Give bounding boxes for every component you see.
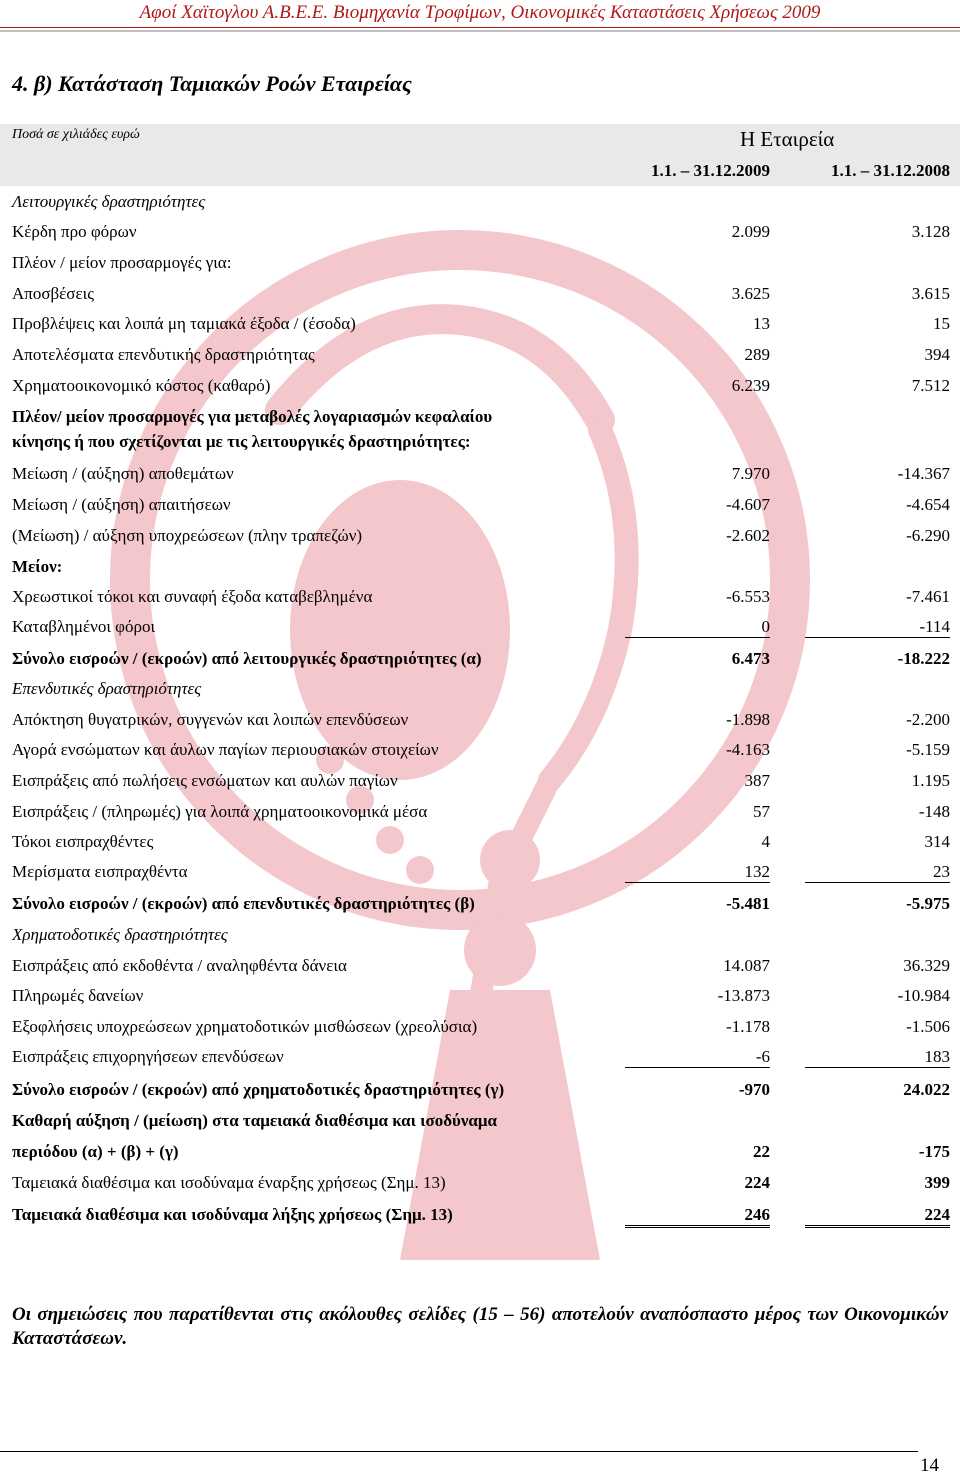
row-label: Πλέον / μείον προσαρμογές για: [12,253,232,272]
value-2008: -148 [918,802,950,821]
value-2009: 0 [625,617,770,638]
row-label: Λειτουργικές δραστηριότητες [12,192,206,211]
value-2008: 394 [924,345,950,364]
value-2009: 22 [753,1142,770,1161]
value-2008: 36.329 [903,956,950,975]
value-2009: 132 [625,862,770,883]
row-label: Μείωση / (αύξηση) αποθεμάτων [12,464,234,483]
value-2008: 3.128 [911,222,950,241]
value-2009: 2.099 [731,222,770,241]
row-label: Αποσβέσεις [12,284,94,303]
value-2008: 1.195 [911,771,950,790]
value-2009: 13 [753,314,770,333]
row-label: Σύνολο εισροών / (εκροών) από χρηματοδοτικές δραστηριότητες (γ) [12,1080,505,1099]
row-label: Σύνολο εισροών / (εκροών) από λειτουργικές δραστηριότητες (α) [12,649,482,668]
value-2008: -4.654 [906,495,950,514]
row-label: Απόκτηση θυγατρικών, συγγενών και λοιπών επενδύσεων [12,710,409,729]
value-2008: -5.159 [906,740,950,759]
company-column-header: Η Εταιρεία [740,127,835,151]
value-2009: -5.481 [726,894,770,913]
value-2008: 7.512 [911,376,950,395]
row-label: Κέρδη προ φόρων [12,222,137,241]
row-label: Χρεωστικοί τόκοι και συναφή έξοδα καταβεβλημένα [12,587,373,606]
value-2008: -6.290 [906,526,950,545]
value-2008: -175 [918,1142,950,1161]
value-2009: -6.553 [726,587,770,606]
row-label: Ταμειακά διαθέσιμα και ισοδύναμα λήξης χρήσεως (Σημ. 13) [12,1205,453,1224]
footnote: Οι σημειώσεις που παρατίθενται στις ακόλουθες σελίδες (15 – 56) αποτελούν αναπόσπαστο μέρος των Οικονομικών Καταστάσεων. [12,1304,948,1349]
row-label: Αγορά ενσώματων και άυλων παγίων περιουσιακών στοιχείων [12,740,439,759]
value-2008: -5.975 [906,894,950,913]
value-2009: -4.163 [726,740,770,759]
row-label: Επενδυτικές δραστηριότητες [12,679,202,698]
row-label: Εισπράξεις επιχορηγήσεων επενδύσεων [12,1047,284,1066]
value-2009: 4 [761,832,770,851]
value-2009: 224 [744,1173,770,1192]
row-label: Εισπράξεις / (πληρωμές) για λοιπά χρηματοοικονομικά μέσα [12,802,428,821]
row-label: Πλέον/ μείον προσαρμογές για μεταβολές λογαριασμών κεφαλαίου [12,407,493,426]
row-label: Αποτελέσματα επενδυτικής δραστηριότητας [12,345,315,364]
value-2009: -970 [738,1080,770,1099]
value-2008: -14.367 [897,464,950,483]
row-label: Εξοφλήσεις υποχρεώσεων χρηματοδοτικών μισθώσεων (χρεολύσια) [12,1017,478,1036]
value-2008: 183 [805,1047,950,1068]
period-header-2009: 1.1. – 31.12.2009 [651,161,770,180]
value-2008: -1.506 [906,1017,950,1036]
value-2008: 23 [805,862,950,883]
row-label: Μείωση / (αύξηση) απαιτήσεων [12,495,231,514]
units-note: Ποσά σε χιλιάδες ευρώ [12,127,140,142]
page-number: 14 [920,1455,939,1476]
value-2008: 314 [924,832,950,851]
row-label: Εισπράξεις από εκδοθέντα / αναληφθέντα δάνεια [12,956,347,975]
row-label: (Μείωση) / αύξηση υποχρεώσεων (πλην τραπεζών) [12,526,363,545]
section-title: 4. β) Κατάσταση Ταμιακών Ροών Εταιρείας [12,71,412,96]
value-2008: 24.022 [903,1080,950,1099]
value-2008: 399 [924,1173,950,1192]
row-label: περιόδου (α) + (β) + (γ) [12,1142,179,1161]
row-label: Χρηματοδοτικές δραστηριότητες [12,925,228,944]
row-label: Χρηματοοικονομικό κόστος (καθαρό) [12,376,271,395]
value-2009: 6.473 [731,649,770,668]
row-label: Σύνολο εισροών / (εκροών) από επενδυτικές δραστηριότητες (β) [12,894,475,913]
row-label: Καθαρή αύξηση / (μείωση) στα ταμειακά διαθέσιμα και ισοδύναμα [12,1111,498,1130]
value-2009: 3.625 [731,284,770,303]
value-2008: -114 [805,617,950,638]
value-2008: -7.461 [906,587,950,606]
document-header-title: Αφοί Χαϊτογλου Α.Β.Ε.Ε. Βιομηχανία Τροφίμων, Οικονομικές Καταστάσεις Χρήσεως 2009 [139,2,821,23]
value-2008: 15 [933,314,950,333]
value-2008: -18.222 [897,649,950,668]
row-label: Εισπράξεις από πωλήσεις ενσώματων και αυλών παγίων [12,771,398,790]
value-2009: -4.607 [726,495,770,514]
row-label: Τόκοι εισπραχθέντες [12,832,154,851]
value-2009: 14.087 [723,956,770,975]
value-2009: 246 [625,1205,770,1228]
value-2008: 224 [805,1205,950,1228]
row-label: κίνησης ή που σχετίζονται με τις λειτουργικές δραστηριότητες: [12,432,471,451]
row-label: Καταβλημένοι φόροι [12,617,156,636]
row-label: Πληρωμές δανείων [12,986,144,1005]
value-2009: -1.178 [726,1017,770,1036]
value-2008: -10.984 [897,986,950,1005]
value-2009: -6 [625,1047,770,1068]
value-2009: 6.239 [731,376,770,395]
value-2009: -1.898 [726,710,770,729]
value-2009: 289 [744,345,770,364]
row-label: Μερίσματα εισπραχθέντα [12,862,188,881]
row-label: Προβλέψεις και λοιπά μη ταμιακά έξοδα / (έσοδα) [12,314,356,333]
value-2008: -2.200 [906,710,950,729]
value-2009: 387 [744,771,770,790]
row-label: Μείον: [12,557,63,576]
value-2009: 57 [753,802,770,821]
row-label: Ταμειακά διαθέσιμα και ισοδύναμα έναρξης χρήσεως (Σημ. 13) [12,1173,446,1192]
period-header-2008: 1.1. – 31.12.2008 [831,161,950,180]
value-2009: -2.602 [726,526,770,545]
value-2009: -13.873 [717,986,770,1005]
value-2009: 7.970 [731,464,770,483]
value-2008: 3.615 [911,284,950,303]
